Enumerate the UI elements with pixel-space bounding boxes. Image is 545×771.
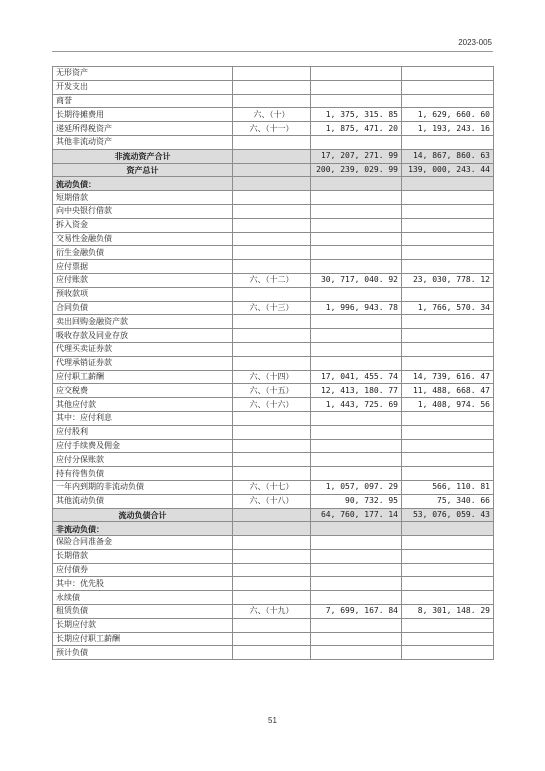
row-note-ref [233,177,311,191]
row-item-label: 应交税费 [53,384,233,398]
row-prior-amount [402,232,494,246]
row-prior-amount [402,80,494,94]
row-item-label: 其中：应付利息 [53,411,233,425]
row-prior-amount: 139, 000, 243. 44 [402,163,494,177]
page-number: 51 [268,716,277,725]
row-item-label: 长期借款 [53,549,233,563]
row-item-label: 应付票据 [53,260,233,274]
row-prior-amount: 1, 193, 243. 16 [402,122,494,136]
row-note-ref [233,632,311,646]
row-prior-amount [402,356,494,370]
row-prior-amount [402,632,494,646]
row-note-ref [233,315,311,329]
table-row [53,232,494,246]
row-item-label: 合同负债 [53,301,233,315]
row-current-amount [311,80,402,94]
row-current-amount [311,356,402,370]
table-row [53,536,494,550]
row-prior-amount [402,287,494,301]
header-rule [52,51,493,52]
row-prior-amount [402,342,494,356]
row-item-label: 卖出回购金融资产款 [53,315,233,329]
row-note-ref [233,204,311,218]
row-item-label: 非流动资产合计 [53,149,233,163]
row-note-ref [233,618,311,632]
table-row [53,273,494,287]
row-current-amount: 1, 996, 943. 78 [311,301,402,315]
row-note-ref [233,246,311,260]
row-item-label: 应付股利 [53,425,233,439]
row-prior-amount [402,618,494,632]
table-row [53,563,494,577]
table-row [53,508,494,522]
row-current-amount [311,177,402,191]
row-item-label: 流动负债： [53,177,233,191]
row-note-ref [233,218,311,232]
table-row [53,632,494,646]
row-item-label: 预计负债 [53,646,233,660]
row-current-amount [311,191,402,205]
row-current-amount [311,246,402,260]
row-current-amount: 30, 717, 040. 92 [311,273,402,287]
row-note-ref [233,577,311,591]
row-current-amount [311,536,402,550]
table-row [53,384,494,398]
row-current-amount [311,287,402,301]
row-note-ref: 六、（十七） [233,480,311,494]
row-note-ref: 六、（十） [233,108,311,122]
row-prior-amount [402,329,494,343]
table-row [53,135,494,149]
row-item-label: 永续债 [53,591,233,605]
row-current-amount: 7, 699, 167. 84 [311,605,402,619]
row-current-amount [311,260,402,274]
row-note-ref: 六、（十三） [233,301,311,315]
row-item-label: 递延所得税资产 [53,122,233,136]
balance-sheet-table [52,66,494,660]
row-item-label: 应付分保账款 [53,453,233,467]
row-prior-amount [402,563,494,577]
row-note-ref [233,80,311,94]
table-row [53,591,494,605]
row-prior-amount [402,591,494,605]
row-current-amount: 1, 057, 097. 29 [311,480,402,494]
row-note-ref: 六、（十五） [233,384,311,398]
row-current-amount: 1, 443, 725. 69 [311,398,402,412]
row-note-ref: 六、（十八） [233,494,311,508]
row-item-label: 长期待摊费用 [53,108,233,122]
row-prior-amount [402,425,494,439]
table-row [53,204,494,218]
row-current-amount [311,646,402,660]
row-prior-amount: 8, 301, 148. 29 [402,605,494,619]
row-prior-amount [402,218,494,232]
row-note-ref [233,522,311,536]
row-note-ref [233,67,311,81]
table-row [53,163,494,177]
document-code: 2023-005 [458,38,492,47]
row-note-ref [233,411,311,425]
row-prior-amount [402,204,494,218]
row-note-ref [233,342,311,356]
row-prior-amount: 566, 110. 81 [402,480,494,494]
row-note-ref [233,646,311,660]
row-current-amount [311,549,402,563]
row-prior-amount [402,246,494,260]
row-current-amount [311,618,402,632]
row-current-amount [311,522,402,536]
table-row [53,342,494,356]
row-prior-amount: 11, 488, 668. 47 [402,384,494,398]
row-current-amount [311,329,402,343]
table-row [53,122,494,136]
row-note-ref [233,508,311,522]
table-row [53,453,494,467]
row-item-label: 其他流动负债 [53,494,233,508]
row-note-ref [233,549,311,563]
row-prior-amount [402,67,494,81]
row-current-amount [311,135,402,149]
row-item-label: 应付职工薪酬 [53,370,233,384]
row-current-amount [311,218,402,232]
table-row [53,191,494,205]
row-current-amount: 17, 207, 271. 99 [311,149,402,163]
row-item-label: 商誉 [53,94,233,108]
row-item-label: 保险合同准备金 [53,536,233,550]
row-prior-amount: 53, 076, 059. 43 [402,508,494,522]
row-item-label: 长期应付职工薪酬 [53,632,233,646]
table-row [53,246,494,260]
row-prior-amount [402,467,494,481]
row-item-label: 资产总计 [53,163,233,177]
table-row [53,149,494,163]
row-item-label: 其中：优先股 [53,577,233,591]
row-item-label: 一年内到期的非流动负债 [53,480,233,494]
table-row [53,287,494,301]
row-current-amount [311,467,402,481]
row-current-amount [311,204,402,218]
row-current-amount [311,67,402,81]
table-row [53,94,494,108]
table-row [53,218,494,232]
row-item-label: 租赁负债 [53,605,233,619]
row-note-ref [233,425,311,439]
row-current-amount [311,563,402,577]
row-current-amount [311,315,402,329]
row-item-label: 流动负债合计 [53,508,233,522]
table-row [53,177,494,191]
row-current-amount [311,632,402,646]
table-row [53,467,494,481]
row-current-amount [311,411,402,425]
table-row [53,301,494,315]
row-item-label: 无形资产 [53,67,233,81]
table-row [53,494,494,508]
row-item-label: 衍生金融负债 [53,246,233,260]
row-prior-amount: 14, 867, 860. 63 [402,149,494,163]
table-row [53,646,494,660]
row-item-label: 开发支出 [53,80,233,94]
table-row [53,549,494,563]
row-current-amount: 90, 732. 95 [311,494,402,508]
table-row [53,398,494,412]
row-note-ref [233,149,311,163]
table-row [53,605,494,619]
row-current-amount: 1, 875, 471. 20 [311,122,402,136]
row-prior-amount [402,453,494,467]
row-item-label: 应付债券 [53,563,233,577]
row-item-label: 拆入资金 [53,218,233,232]
table-row [53,425,494,439]
table-row [53,329,494,343]
row-item-label: 其他非流动资产 [53,135,233,149]
row-item-label: 应付账款 [53,273,233,287]
row-item-label: 短期借款 [53,191,233,205]
row-current-amount [311,591,402,605]
row-current-amount [311,425,402,439]
row-current-amount [311,577,402,591]
table-row [53,80,494,94]
row-item-label: 其他应付款 [53,398,233,412]
row-prior-amount [402,646,494,660]
row-current-amount: 200, 239, 029. 99 [311,163,402,177]
row-prior-amount [402,577,494,591]
table-row [53,108,494,122]
row-item-label: 预收款项 [53,287,233,301]
row-item-label: 吸收存款及同业存放 [53,329,233,343]
row-prior-amount: 1, 766, 570. 34 [402,301,494,315]
row-note-ref [233,232,311,246]
row-prior-amount: 1, 408, 974. 56 [402,398,494,412]
row-note-ref [233,563,311,577]
table-row [53,577,494,591]
row-prior-amount [402,191,494,205]
table-row [53,480,494,494]
row-note-ref [233,94,311,108]
row-prior-amount [402,94,494,108]
table-row [53,370,494,384]
row-note-ref [233,536,311,550]
row-prior-amount: 75, 340. 66 [402,494,494,508]
row-prior-amount: 14, 739, 616. 47 [402,370,494,384]
row-current-amount [311,342,402,356]
row-note-ref: 六、（十二） [233,273,311,287]
row-note-ref [233,439,311,453]
row-prior-amount [402,549,494,563]
row-current-amount [311,453,402,467]
row-current-amount [311,232,402,246]
row-current-amount [311,94,402,108]
row-item-label: 向中央银行借款 [53,204,233,218]
row-current-amount: 64, 760, 177. 14 [311,508,402,522]
row-note-ref [233,356,311,370]
row-item-label: 代理承销证券款 [53,356,233,370]
row-item-label: 代理买卖证券款 [53,342,233,356]
row-current-amount [311,439,402,453]
table-row [53,260,494,274]
row-item-label: 应付手续费及佣金 [53,439,233,453]
row-note-ref [233,467,311,481]
table-row [53,439,494,453]
table-row [53,315,494,329]
table-row [53,67,494,81]
row-prior-amount: 23, 030, 778. 12 [402,273,494,287]
table-row [53,522,494,536]
row-item-label: 非流动负债： [53,522,233,536]
row-prior-amount [402,411,494,425]
row-note-ref [233,329,311,343]
balance-sheet-body [53,67,494,660]
row-current-amount: 12, 413, 180. 77 [311,384,402,398]
row-prior-amount [402,260,494,274]
row-item-label: 长期应付款 [53,618,233,632]
row-note-ref: 六、（十一） [233,122,311,136]
row-note-ref [233,591,311,605]
row-prior-amount: 1, 629, 660. 60 [402,108,494,122]
row-note-ref: 六、（十六） [233,398,311,412]
row-note-ref [233,287,311,301]
row-prior-amount [402,439,494,453]
row-note-ref [233,191,311,205]
table-row [53,356,494,370]
row-item-label: 交易性金融负债 [53,232,233,246]
row-note-ref [233,135,311,149]
row-current-amount: 1, 375, 315. 85 [311,108,402,122]
table-row [53,618,494,632]
row-note-ref: 六、（十四） [233,370,311,384]
table-row [53,411,494,425]
row-item-label: 持有待售负债 [53,467,233,481]
row-note-ref [233,163,311,177]
row-prior-amount [402,177,494,191]
row-prior-amount [402,135,494,149]
row-prior-amount [402,522,494,536]
row-prior-amount [402,315,494,329]
row-note-ref: 六、（十九） [233,605,311,619]
row-note-ref [233,260,311,274]
row-current-amount: 17, 041, 455. 74 [311,370,402,384]
row-note-ref [233,453,311,467]
row-prior-amount [402,536,494,550]
